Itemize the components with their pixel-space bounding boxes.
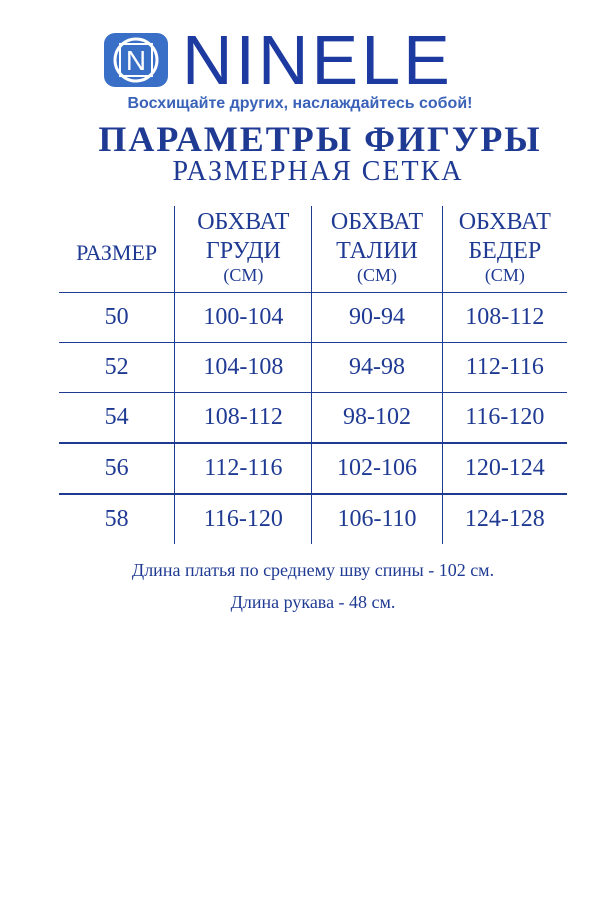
chest-cell: 104-108 xyxy=(175,343,312,393)
size-cell: 58 xyxy=(59,494,175,544)
header-waist-line2: ТАЛИИ xyxy=(336,238,418,264)
waist-cell: 94-98 xyxy=(312,343,442,393)
waist-cell: 106-110 xyxy=(312,494,442,544)
hips-cell: 112-116 xyxy=(442,343,567,393)
size-chart-table xyxy=(59,206,567,544)
table-row xyxy=(59,393,567,444)
logo-badge-letter: N xyxy=(125,45,147,76)
ninele-logo-icon xyxy=(103,32,169,88)
table-row xyxy=(59,293,567,343)
table-row xyxy=(59,494,567,544)
header-size xyxy=(59,206,175,293)
hips-cell: 116-120 xyxy=(442,393,567,444)
chest-cell: 112-116 xyxy=(175,443,312,494)
header-chest xyxy=(175,206,312,293)
sleeve-length-note: Длина рукава - 48 см. xyxy=(230,592,396,612)
size-cell: 52 xyxy=(59,343,175,393)
header-hips-unit: (СМ) xyxy=(484,265,525,285)
waist-cell: 90-94 xyxy=(312,293,442,343)
header-hips xyxy=(442,206,567,293)
dress-length-note: Длина платья по среднему шву спины - 102 см. xyxy=(131,560,495,580)
size-cell: 54 xyxy=(59,393,175,444)
page-subtitle: РАЗМЕРНАЯ СЕТКА xyxy=(172,156,464,187)
hips-cell: 124-128 xyxy=(442,494,567,544)
waist-cell: 98-102 xyxy=(312,393,442,444)
hips-cell: 108-112 xyxy=(442,293,567,343)
header-hips-line1: ОБХВАТ xyxy=(458,209,551,235)
size-cell: 50 xyxy=(59,293,175,343)
chest-cell: 108-112 xyxy=(175,393,312,444)
chest-cell: 100-104 xyxy=(175,293,312,343)
header-waist xyxy=(312,206,442,293)
size-chart-header xyxy=(59,206,567,293)
brand-header xyxy=(0,21,600,99)
header-waist-line1: ОБХВАТ xyxy=(330,209,424,235)
brand-slogan: Восхищайте других, наслаждайтесь собой! xyxy=(127,95,473,112)
table-row xyxy=(59,343,567,393)
page-title: ПАРАМЕТРЫ ФИГУРЫ xyxy=(98,119,542,159)
header-hips-line2: БЕДЕР xyxy=(468,238,542,264)
size-cell: 56 xyxy=(59,443,175,494)
header-size-label: РАЗМЕР xyxy=(76,239,158,265)
chest-cell: 116-120 xyxy=(175,494,312,544)
header-chest-line1: ОБХВАТ xyxy=(197,209,290,235)
header-chest-line2: ГРУДИ xyxy=(205,238,281,264)
table-row xyxy=(59,443,567,494)
header-waist-unit: (СМ) xyxy=(357,265,397,285)
size-chart-body xyxy=(59,293,567,545)
header-chest-unit: (СМ) xyxy=(223,265,264,285)
hips-cell: 120-124 xyxy=(442,443,567,494)
brand-wordmark: NINELE xyxy=(182,21,453,99)
waist-cell: 102-106 xyxy=(312,443,442,494)
